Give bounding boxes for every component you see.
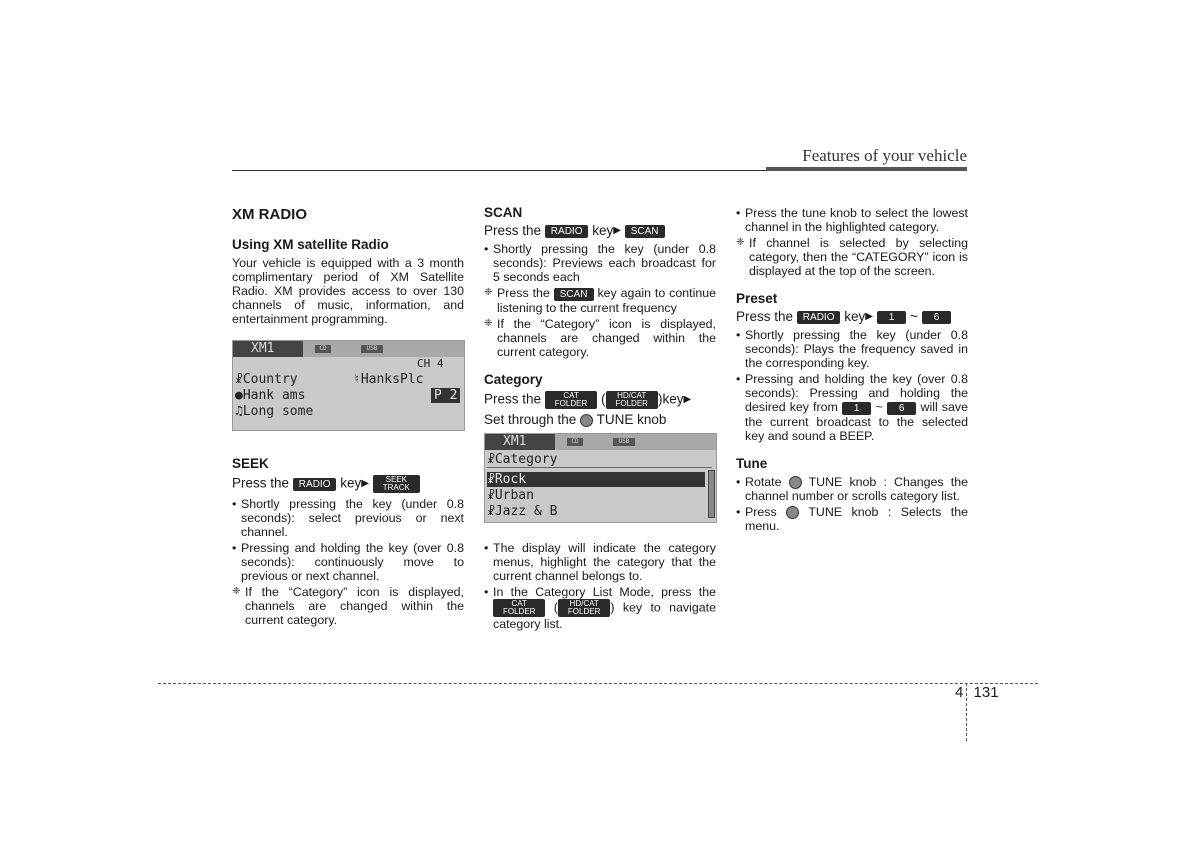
- preset-badge: P 2: [431, 388, 460, 403]
- usb-indicator: USB: [361, 345, 383, 353]
- arrow-right-icon: ▶: [361, 478, 369, 489]
- tune-heading: Tune: [736, 455, 768, 471]
- xm-display-screen: [232, 340, 465, 431]
- preset-key-1: 1: [877, 311, 907, 324]
- screen-row-3: ♫Long some: [235, 404, 314, 419]
- scan-note-2: ❈ If the “Category” icon is displayed, channels are changed within the current category.: [484, 317, 716, 359]
- tune-select-bullet: • Press the tune knob to select the lowest channel in the highlighted category.: [736, 206, 968, 234]
- screen-row-1-right: ♮HanksPlc: [353, 372, 424, 387]
- using-heading: Using XM satellite Radio: [232, 237, 389, 252]
- scan-press-line: Press the RADIO key▶ SCAN: [484, 224, 716, 238]
- preset-press-line: Press the RADIO key▶ 1 ~ 6: [736, 310, 968, 324]
- category-item-urban[interactable]: ☧Urban: [487, 487, 534, 503]
- arrow-right-icon: ▶: [683, 393, 692, 405]
- preset-bullet-2: • Pressing and holding the key (over 0.8 seconds): Pressing and holding the desired key from 1 ~ 6 will save the current broadcast to the selected key and sound a BEEP.: [736, 372, 968, 442]
- column-1: [232, 206, 464, 629]
- scrollbar[interactable]: [708, 470, 715, 518]
- footer-dashed-line: [158, 683, 1038, 684]
- category-display-screen: [484, 433, 717, 523]
- scan-note-1: ❈ Press the SCAN key again to continue listening to the current frequency: [484, 286, 716, 314]
- cat-folder-key: CAT FOLDER: [493, 599, 545, 617]
- category-set-line: Set through the TUNE knob: [484, 411, 667, 427]
- usb-indicator: USB: [613, 438, 635, 446]
- seek-press-line: Press the RADIO key▶ SEEK TRACK: [232, 475, 464, 493]
- radio-key: RADIO: [293, 478, 337, 491]
- column-3: [736, 206, 968, 535]
- cat-folder-key: CAT FOLDER: [545, 391, 597, 409]
- column-2: [484, 206, 716, 633]
- header-bar: [766, 167, 967, 171]
- tune-knob-icon: [580, 414, 593, 427]
- music-note-icon: ♫: [235, 404, 243, 419]
- preset-key-6: 6: [922, 311, 952, 324]
- antenna-icon: ☧: [487, 451, 495, 467]
- arrow-right-icon: ▶: [613, 225, 621, 237]
- category-press-line: Press the CAT FOLDER ( HD/CAT FOLDER )key▶: [484, 390, 692, 408]
- scan-key: SCAN: [554, 288, 594, 301]
- category-icon-note: ❈ If channel is selected by selecting category, then the “CATEGORY” icon is displayed at the top of the screen.: [736, 236, 968, 278]
- arrow-right-icon: ▶: [865, 311, 873, 323]
- seek-track-key: SEEK TRACK: [373, 475, 420, 493]
- channel-number: CH 4: [417, 357, 444, 370]
- antenna-icon: ☧: [487, 487, 495, 503]
- scan-bullet-1: • Shortly pressing the key (under 0.8 seconds): Previews each broadcast for 5 seconds each: [484, 242, 716, 284]
- seek-note-1: ❈ If the “Category” icon is displayed, channels are changed within the current category.: [232, 585, 464, 627]
- tune-knob-icon: [789, 476, 802, 489]
- preset-key-1: 1: [842, 402, 872, 415]
- screen-row-1: ☧Country: [235, 372, 298, 387]
- category-item-rock[interactable]: ☧Rock: [487, 472, 705, 487]
- antenna-icon: ☧: [487, 503, 495, 519]
- hd-cat-folder-key: HD/CAT FOLDER: [606, 391, 658, 409]
- antenna-icon: ☧: [487, 471, 495, 487]
- using-text: Your vehicle is equipped with a 3 month complimentary period of XM Satellite Radio. XM provides access to over 130 channels of music, information, and entertainment programming.: [232, 256, 464, 326]
- radio-key: RADIO: [797, 311, 841, 324]
- category-bullet-2: • In the Category List Mode, press the CAT FOLDER ( HD/CAT FOLDER ) key to navigate category list.: [484, 585, 716, 631]
- radio-key: RADIO: [545, 225, 589, 238]
- seek-heading: SEEK: [232, 456, 269, 471]
- tune-bullet-2: • Press TUNE knob : Selects the menu.: [736, 505, 968, 533]
- seek-bullet-1: • Shortly pressing the key (under 0.8 seconds): select previous or next channel.: [232, 497, 464, 539]
- seek-bullet-2: • Pressing and holding the key (over 0.8 seconds): continuously move to previous or next channel.: [232, 541, 464, 583]
- cd-indicator: CD: [567, 438, 583, 446]
- screen-tab: XM1: [485, 434, 555, 450]
- preset-key-6: 6: [887, 402, 917, 415]
- screen-tab: XM1: [233, 341, 303, 357]
- category-bullet-1: • The display will indicate the category menus, highlight the category that the current channel belongs to.: [484, 541, 716, 583]
- tune-bullet-1: • Rotate TUNE knob : Changes the channel number or scrolls category list.: [736, 475, 968, 503]
- person-icon: ●: [235, 388, 243, 403]
- scan-heading: SCAN: [484, 205, 523, 220]
- scan-key: SCAN: [625, 225, 665, 238]
- antenna-icon: ☧: [235, 372, 243, 387]
- page-number: 4 131: [955, 684, 999, 701]
- preset-bullet-1: • Shortly pressing the key (under 0.8 seconds): Plays the frequency saved in the corresponding key.: [736, 328, 968, 370]
- cd-indicator: CD: [315, 345, 331, 353]
- category-item-jazz[interactable]: ☧Jazz & B: [487, 503, 558, 519]
- running-header: Features of your vehicle: [802, 146, 967, 165]
- preset-heading: Preset: [736, 291, 778, 306]
- section-title: XM RADIO: [232, 206, 307, 223]
- hd-cat-folder-key: HD/CAT FOLDER: [558, 599, 610, 617]
- microphone-icon: ♮: [353, 372, 361, 387]
- category-title-row: ☧Category: [487, 452, 712, 468]
- category-heading: Category: [484, 371, 543, 387]
- tune-knob-icon: [786, 506, 799, 519]
- screen-row-2: ●Hank ams: [235, 388, 306, 403]
